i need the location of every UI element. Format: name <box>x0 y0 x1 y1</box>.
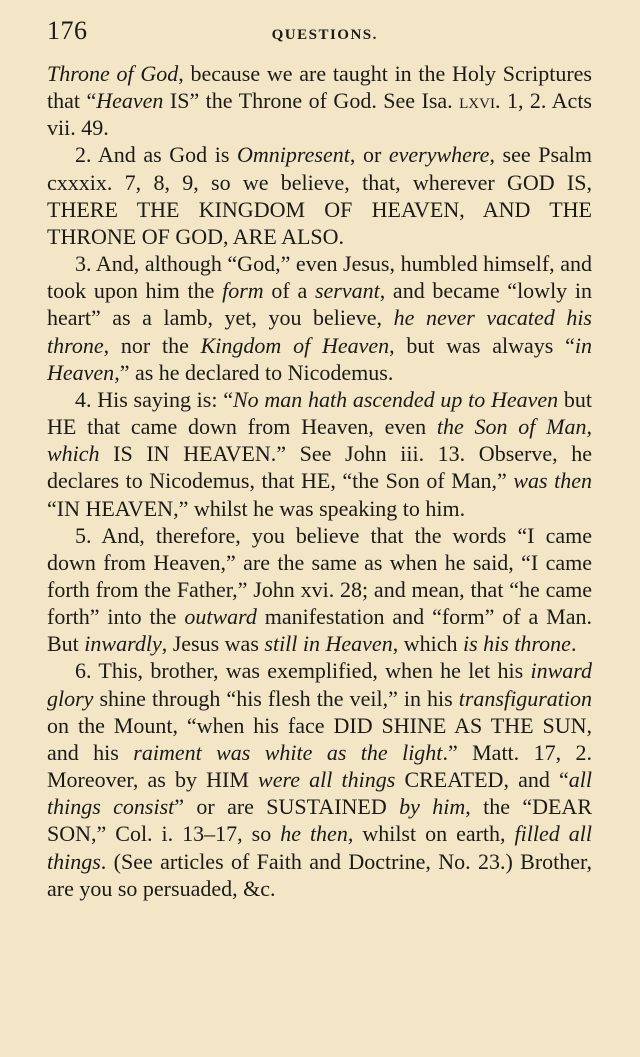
body-text <box>47 60 592 902</box>
paragraph-2: 2. And as God is Omnipresent, or everywhere, see Psalm cxxxix. 7, 8, 9, so we believe, that, wherever GOD IS, THERE THE KINGDOM OF HEAVEN, AND THE THRONE OF GOD, ARE ALSO. <box>47 142 593 249</box>
paragraph-5: 5. And, therefore, you believe that the words “I came down from Heaven,” are the same as when he said, “I came forth from the Father,” John xvi. 28; and mean, that “he came forth” into the outward manifestation and “form” of a Man. But inwardly, Jesus was still in Heaven, which is his throne. <box>47 522 593 657</box>
paragraph-4: 4. His saying is: “No man hath ascended up to Heaven but HE that came down from Heaven, even the Son of Man, which IS IN HEAVEN.” See John iii. 13. Observe, he declares to Nicodemus, that HE, “the Son of Man,” was then “IN HEAVEN,” whilst he was speaking to him. <box>47 386 592 521</box>
paragraph-6: 6. This, brother, was exemplified, when he let his inward glory shine through “his flesh the veil,” in his transfiguration on the Mount, “when his face DID SHINE AS THE SUN, and his raiment was white as the light.” Matt. 17, 2. Moreover, as by HIM were all things CREATED, and “all things consist” or are SUSTAINED by him, the “DEAR SON,” Col. i. 13–17, so he then, whilst on earth, filled all things. (See articles of Faith and Doctrine, No. 23.) Brother, are you so persuaded, &c. <box>47 658 592 901</box>
running-head: QUESTIONS. <box>271 27 378 43</box>
paragraph-3: 3. And, although “God,” even Jesus, humbled himself, and took upon him the form of a servant, and became “lowly in heart” as a lamb, yet, you believe, he never vacated his throne, nor the Kingdom of Heaven, but was always “in Heaven,” as he declared to Nicodemus. <box>47 251 593 385</box>
page-header <box>47 16 592 60</box>
page-number: 176 <box>47 16 88 45</box>
paragraph-continuation: Throne of God, because we are taught in the Holy Scriptures that “Heaven IS” the Throne of God. See Isa. lxvi. 1, 2. Acts vii. 49. <box>47 61 592 141</box>
